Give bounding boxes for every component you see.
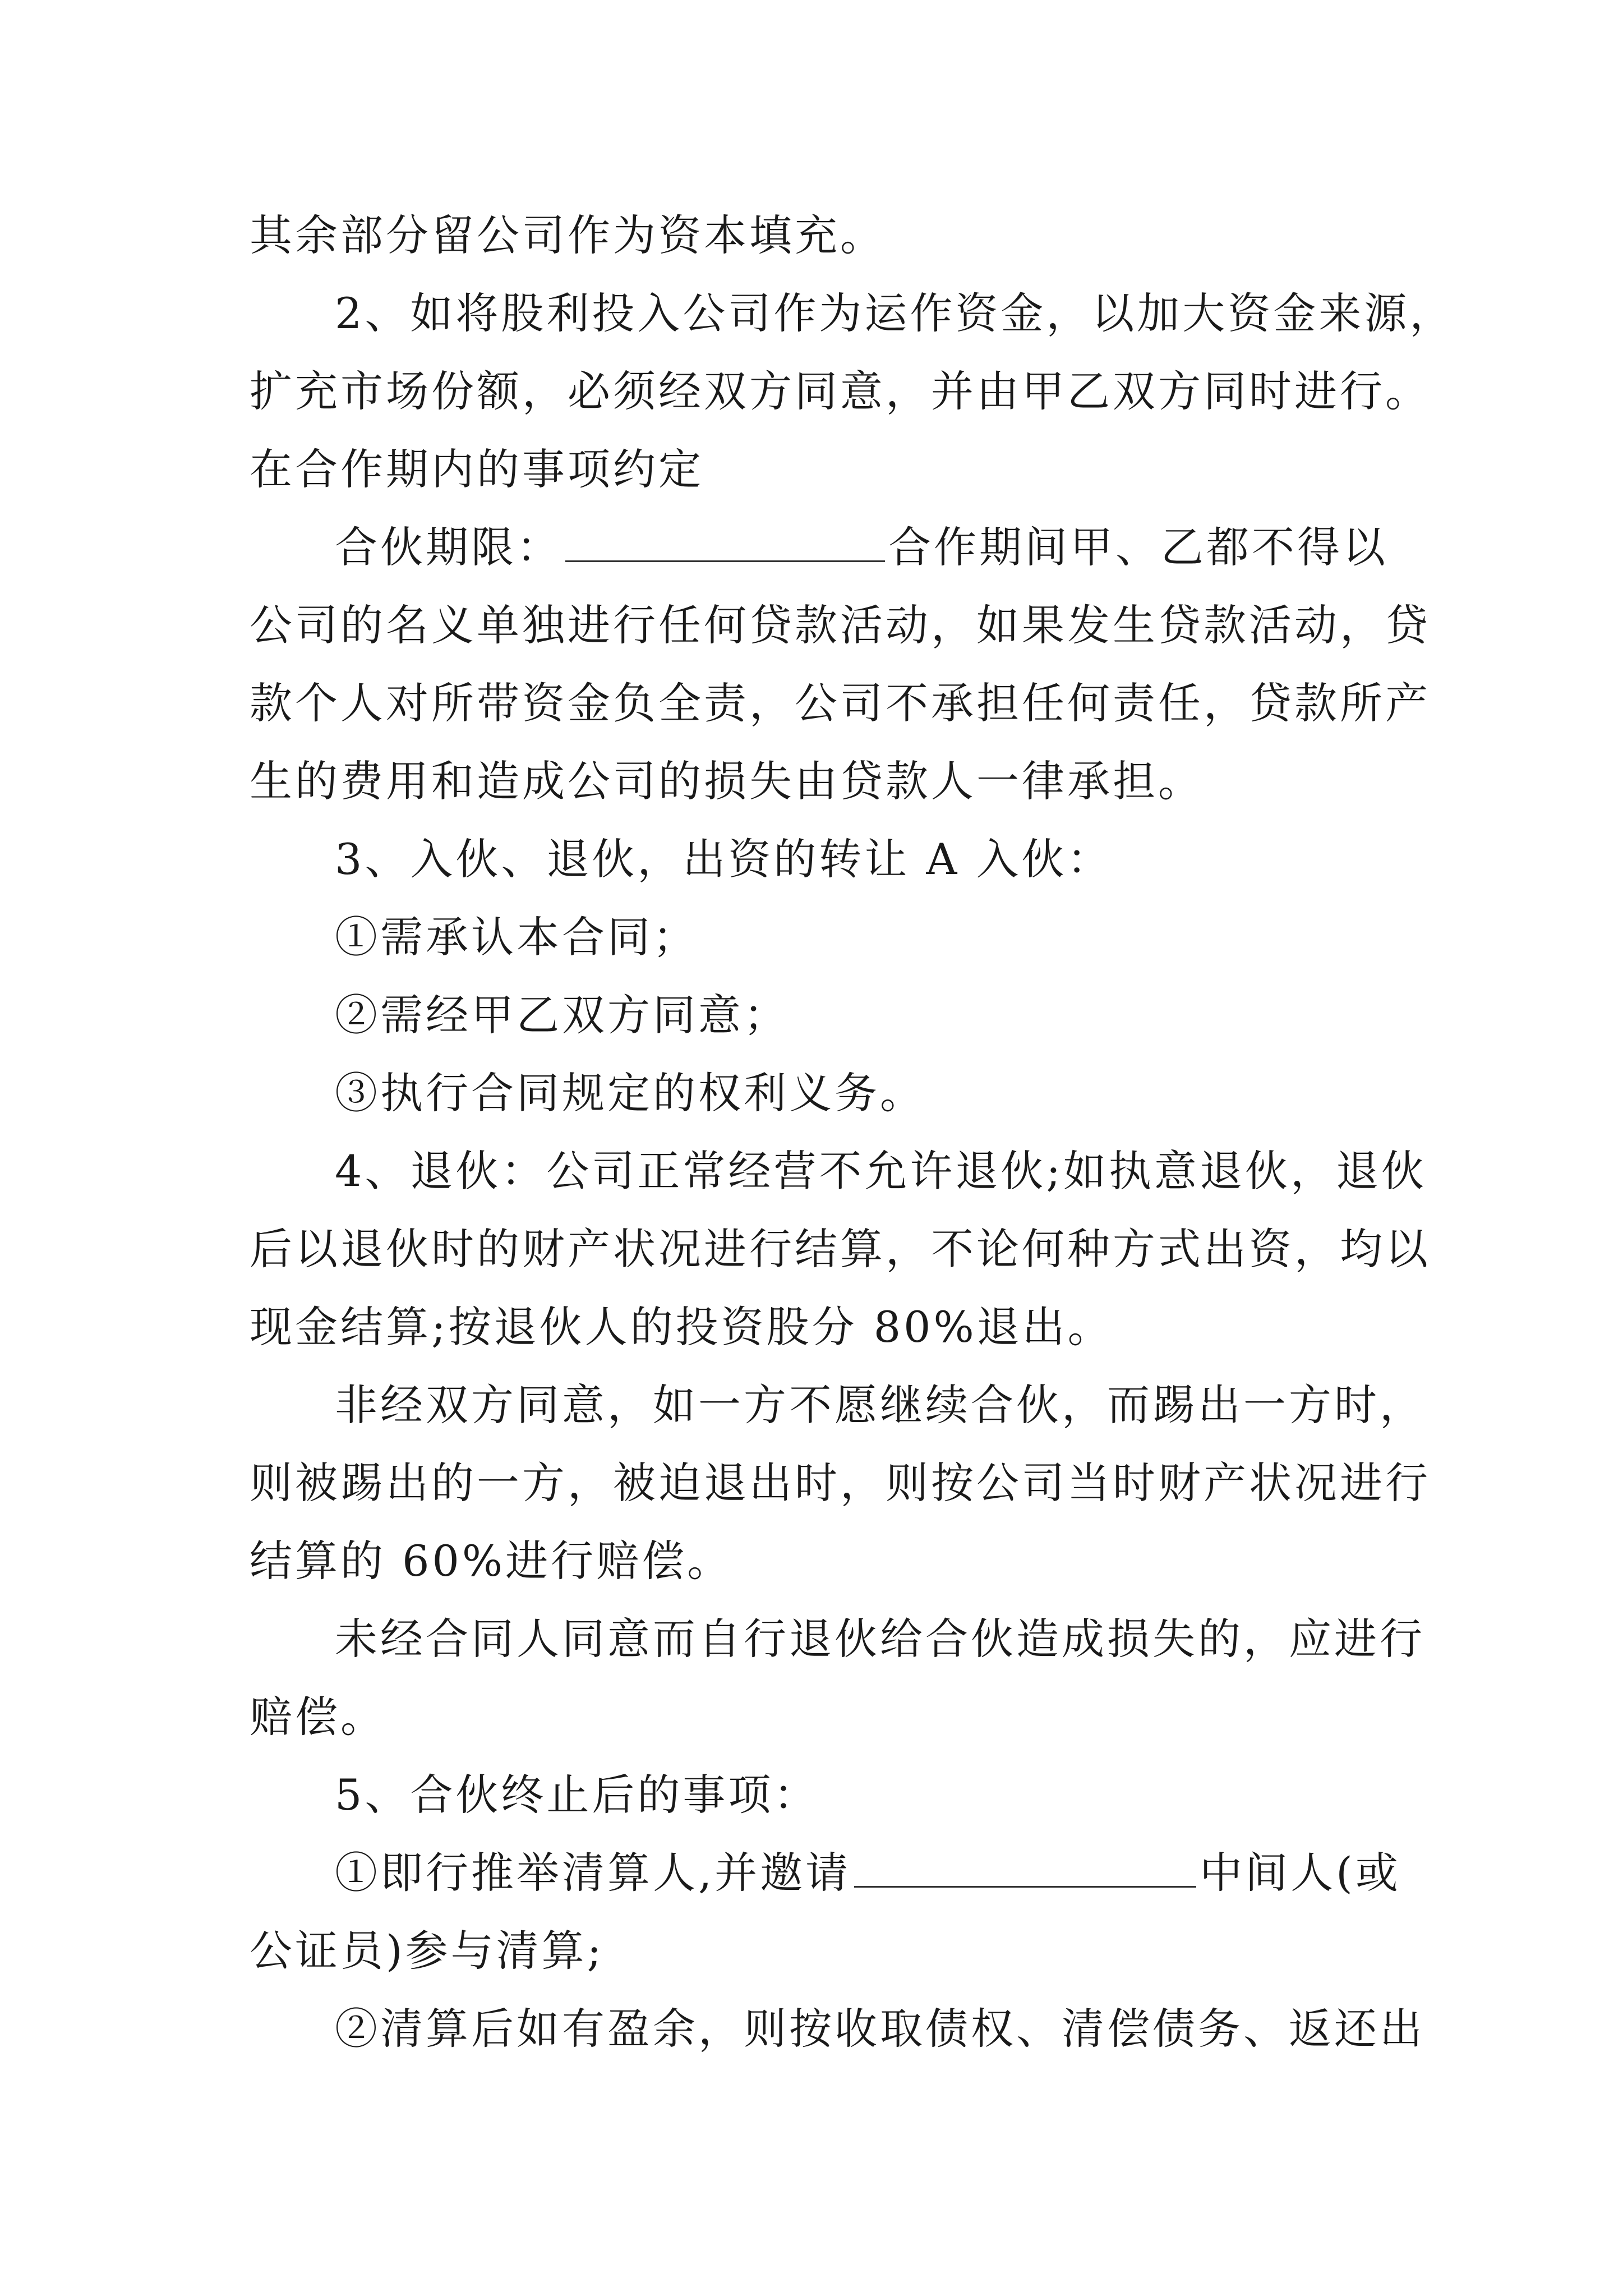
paragraph-line: 3、入伙、退伙，出资的转让 A 入伙： xyxy=(335,834,1113,884)
mediator-after-text: 中间人(或 xyxy=(1200,1848,1401,1898)
paragraph-line: 赔偿。 xyxy=(250,1692,386,1742)
paragraph-line: 生的费用和造成公司的损失由贷款人一律承担。 xyxy=(250,756,1204,806)
paragraph-line: 扩充市场份额，必须经双方同意，并由甲乙双方同时进行。 xyxy=(250,366,1431,416)
paragraph-line: 款个人对所带资金负全责，公司不承担任何责任，贷款所产 xyxy=(250,678,1431,728)
paragraph-line: 非经双方同意，如一方不愿继续合伙，而踢出一方时， xyxy=(335,1380,1425,1430)
partnership-term-line xyxy=(335,519,1388,576)
term-after-text: 合作期间甲、乙都不得以 xyxy=(888,522,1388,572)
list-item-mediator xyxy=(335,1845,1401,1901)
list-item: ②清算后如有盈余，则按收取债权、清偿债务、返还出 xyxy=(335,2004,1425,2054)
paragraph-line: 5、合伙终止后的事项： xyxy=(335,1770,819,1820)
term-blank-field[interactable] xyxy=(565,521,885,562)
paragraph-line: 2、如将股利投入公司作为运作资金，以加大资金来源， xyxy=(335,288,1455,338)
paragraph-line: 现金结算;按退伙人的投资股分 80%退出。 xyxy=(250,1302,1113,1352)
paragraph-line: 则被踢出的一方，被迫退出时，则按公司当时财产状况进行 xyxy=(250,1458,1431,1508)
paragraph-line: 公司的名义单独进行任何贷款活动，如果发生贷款活动，贷 xyxy=(250,600,1431,650)
list-item: ①需承认本合同； xyxy=(335,912,698,962)
paragraph-line: 结算的 60%进行赔偿。 xyxy=(250,1536,733,1586)
paragraph-line: 其余部分留公司作为资本填充。 xyxy=(250,210,886,260)
paragraph-line: 未经合同人同意而自行退伙给合伙造成损失的，应进行 xyxy=(335,1614,1425,1664)
mediator-blank-field[interactable] xyxy=(854,1847,1196,1888)
term-label: 合伙期限： xyxy=(335,522,562,572)
paragraph-line: 4、退伙：公司正常经营不允许退伙;如执意退伙，退伙 xyxy=(335,1146,1427,1196)
list-item: ③执行合同规定的权利义务。 xyxy=(335,1068,925,1118)
mediator-label: ①即行推举清算人,并邀请 xyxy=(335,1848,851,1898)
section-heading: 在合作期内的事项约定 xyxy=(250,444,704,494)
paragraph-line: 公证员)参与清算; xyxy=(250,1926,605,1976)
list-item: ②需经甲乙双方同意； xyxy=(335,990,789,1040)
paragraph-line: 后以退伙时的财产状况进行结算，不论何种方式出资，均以 xyxy=(250,1224,1431,1274)
